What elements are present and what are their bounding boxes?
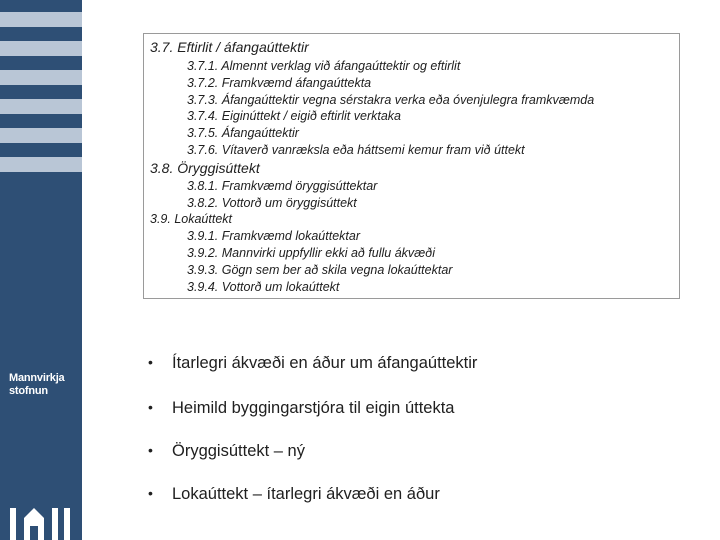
bullet-text: Heimild byggingarstjóra til eigin úttekta [172,399,455,417]
toc-item: 3.7.6. Vítaverð vanræksla eða háttsemi kemur fram við úttekt [187,143,525,157]
bullet-symbol: • [148,442,153,458]
bullet-symbol: • [148,485,153,501]
toc-item: 3.9. Lokaúttekt [150,212,233,226]
toc-item: 3.9.3. Gögn sem ber að skila vegna lokaúttektar [187,263,453,277]
logo-line-2: stofnun [9,385,48,397]
toc-item: 3.8.2. Vottorð um öryggisúttekt [187,196,357,210]
sidebar-stripe [0,41,82,56]
logo-text [9,372,64,398]
bullet-symbol: • [148,399,153,415]
sidebar-stripe [0,157,82,172]
sidebar-stripe [0,70,82,85]
toc-item: 3.8. Öryggisúttekt [150,160,260,176]
bullet-text: Ítarlegri ákvæði en áður um áfangaúttektir [172,354,478,372]
toc-item: 3.9.4. Vottorð um lokaúttekt [187,280,340,294]
toc-item: 3.9.2. Mannvirki uppfyllir ekki að fullu ákvæði [187,246,436,260]
toc-item: 3.7.1. Almennt verklag við áfangaúttektir og eftirlit [187,59,461,73]
sidebar-stripe [0,12,82,27]
bullet-text: Lokaúttekt – ítarlegri ákvæði en áður [172,485,440,503]
toc-item: 3.7.5. Áfangaúttektir [187,126,299,140]
sidebar-stripe [0,128,82,143]
toc-item: 3.7. Eftirlit / áfangaúttektir [150,39,309,55]
toc-item: 3.7.2. Framkvæmd áfangaúttekta [187,76,372,90]
sidebar [0,0,82,540]
toc-item: 3.9.1. Framkvæmd lokaúttektar [187,229,360,243]
toc-item: 3.8.1. Framkvæmd öryggisúttektar [187,179,378,193]
toc-box [143,33,680,299]
logo-line-1: Mannvirkja [9,372,65,384]
bullet-symbol: • [148,354,153,370]
sidebar-stripe [0,99,82,114]
bullet-text: Öryggisúttekt – ný [172,442,305,460]
toc-item: 3.7.4. Eiginúttekt / eigið eftirlit verktaka [187,109,401,123]
toc-item: 3.7.3. Áfangaúttektir vegna sérstakra verka eða óvenjulegra framkvæmda [187,93,595,107]
logo-mark-icon [8,498,74,540]
